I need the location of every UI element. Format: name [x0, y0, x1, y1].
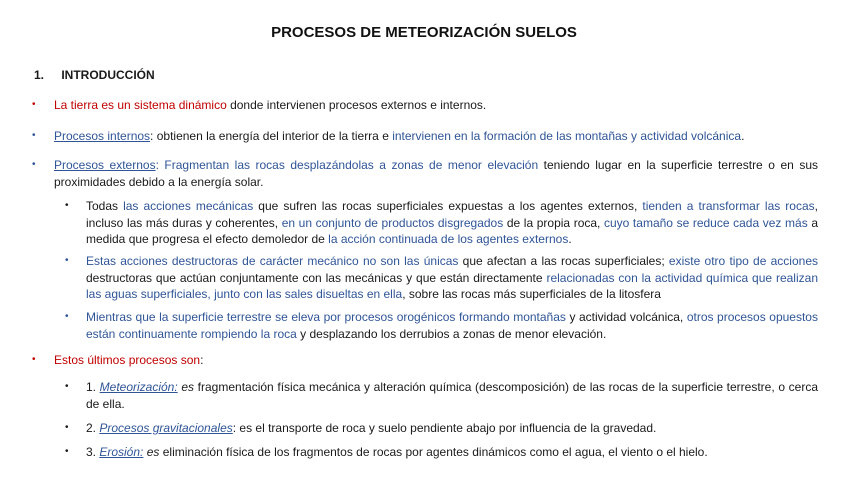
bullet-procesos-externos: • Procesos externos: Fragmentan las rocas desplazándolas a zonas de menor elevación teniendo lugar en la superficie terrestre o en sus proximidades debido a la energía solar.: [32, 158, 818, 189]
procesos-gravitacionales-link[interactable]: Procesos gravitacionales: [99, 421, 233, 435]
meteorizacion-link[interactable]: Meteorización:: [99, 380, 178, 394]
bullet-ultimos-procesos: • Estos últimos procesos son:: [32, 353, 204, 367]
subbullet-acciones-mecanicas: • Todas las acciones mecánicas que sufren las rocas superficiales expuestas a los agentes externos, tienden a transformar las rocas, incluso las más duras y coherentes, en un conjunto de productos disgregados de la propia roca, cuyo tamaño se reduce cada vez más a medida que progresa el efecto demoledor de la acción continuada de los agentes externos.: [65, 199, 818, 246]
bullet-procesos-internos: • Procesos internos: obtienen la energía del interior de la tierra e intervienen en la formación de las montañas y actividad volcánica.: [32, 129, 745, 143]
bullet-marker: •: [65, 200, 69, 211]
bullet-marker: •: [65, 381, 69, 392]
bullet-marker: •: [65, 311, 69, 322]
section-label: INTRODUCCIÓN: [61, 68, 155, 82]
bullet-marker: •: [65, 446, 69, 457]
page-title: PROCESOS DE METEORIZACIÓN SUELOS: [271, 24, 577, 41]
section-number: 1.: [34, 68, 45, 82]
bullet-marker: •: [32, 159, 36, 170]
procesos-externos-link[interactable]: Procesos externos: [54, 158, 156, 172]
procesos-internos-link[interactable]: Procesos internos: [54, 129, 151, 143]
section-heading: [34, 68, 155, 82]
bullet-marker: •: [65, 422, 69, 433]
list-item-procesos-gravitacionales: • 2. Procesos gravitacionales: es el transporte de roca y suelo pendiente abajo por influencia de la gravedad.: [65, 421, 657, 435]
list-item-erosion: • 3. Erosión: es eliminación física de los fragmentos de rocas por agentes dinámicos como el agua, el viento o el hielo.: [65, 445, 708, 459]
erosion-link[interactable]: Erosión:: [99, 445, 144, 459]
subbullet-acciones-quimicas: • Estas acciones destructoras de carácter mecánico no son las únicas que afectan a las rocas superficiales; existe otro tipo de acciones destructoras que actúan conjuntamente con las mecánicas y que están directamente relacionadas con la actividad química que realizan las aguas superficiales, junto con las sales disueltas en ella, sobre las rocas más superficiales de la litosfera: [65, 254, 818, 301]
bullet-marker: •: [32, 130, 36, 141]
bullet-sistema-dinamico: • La tierra es un sistema dinámico donde intervienen procesos externos e internos.: [32, 98, 487, 112]
subbullet-superficie-terrestre: • Mientras que la superficie terrestre se eleva por procesos orogénicos formando montañas y actividad volcánica, otros procesos opuestos están continuamente rompiendo la roca y desplazando los derrubios a zonas de menor elevación.: [65, 310, 818, 341]
bullet-marker: •: [65, 255, 69, 266]
bullet-marker: •: [32, 354, 36, 365]
bullet-marker: •: [32, 99, 36, 110]
list-item-meteorizacion: • 1. Meteorización: es fragmentación física mecánica y alteración química (descomposición) de las rocas de la superficie terrestre, o cerca de ella.: [65, 380, 818, 411]
